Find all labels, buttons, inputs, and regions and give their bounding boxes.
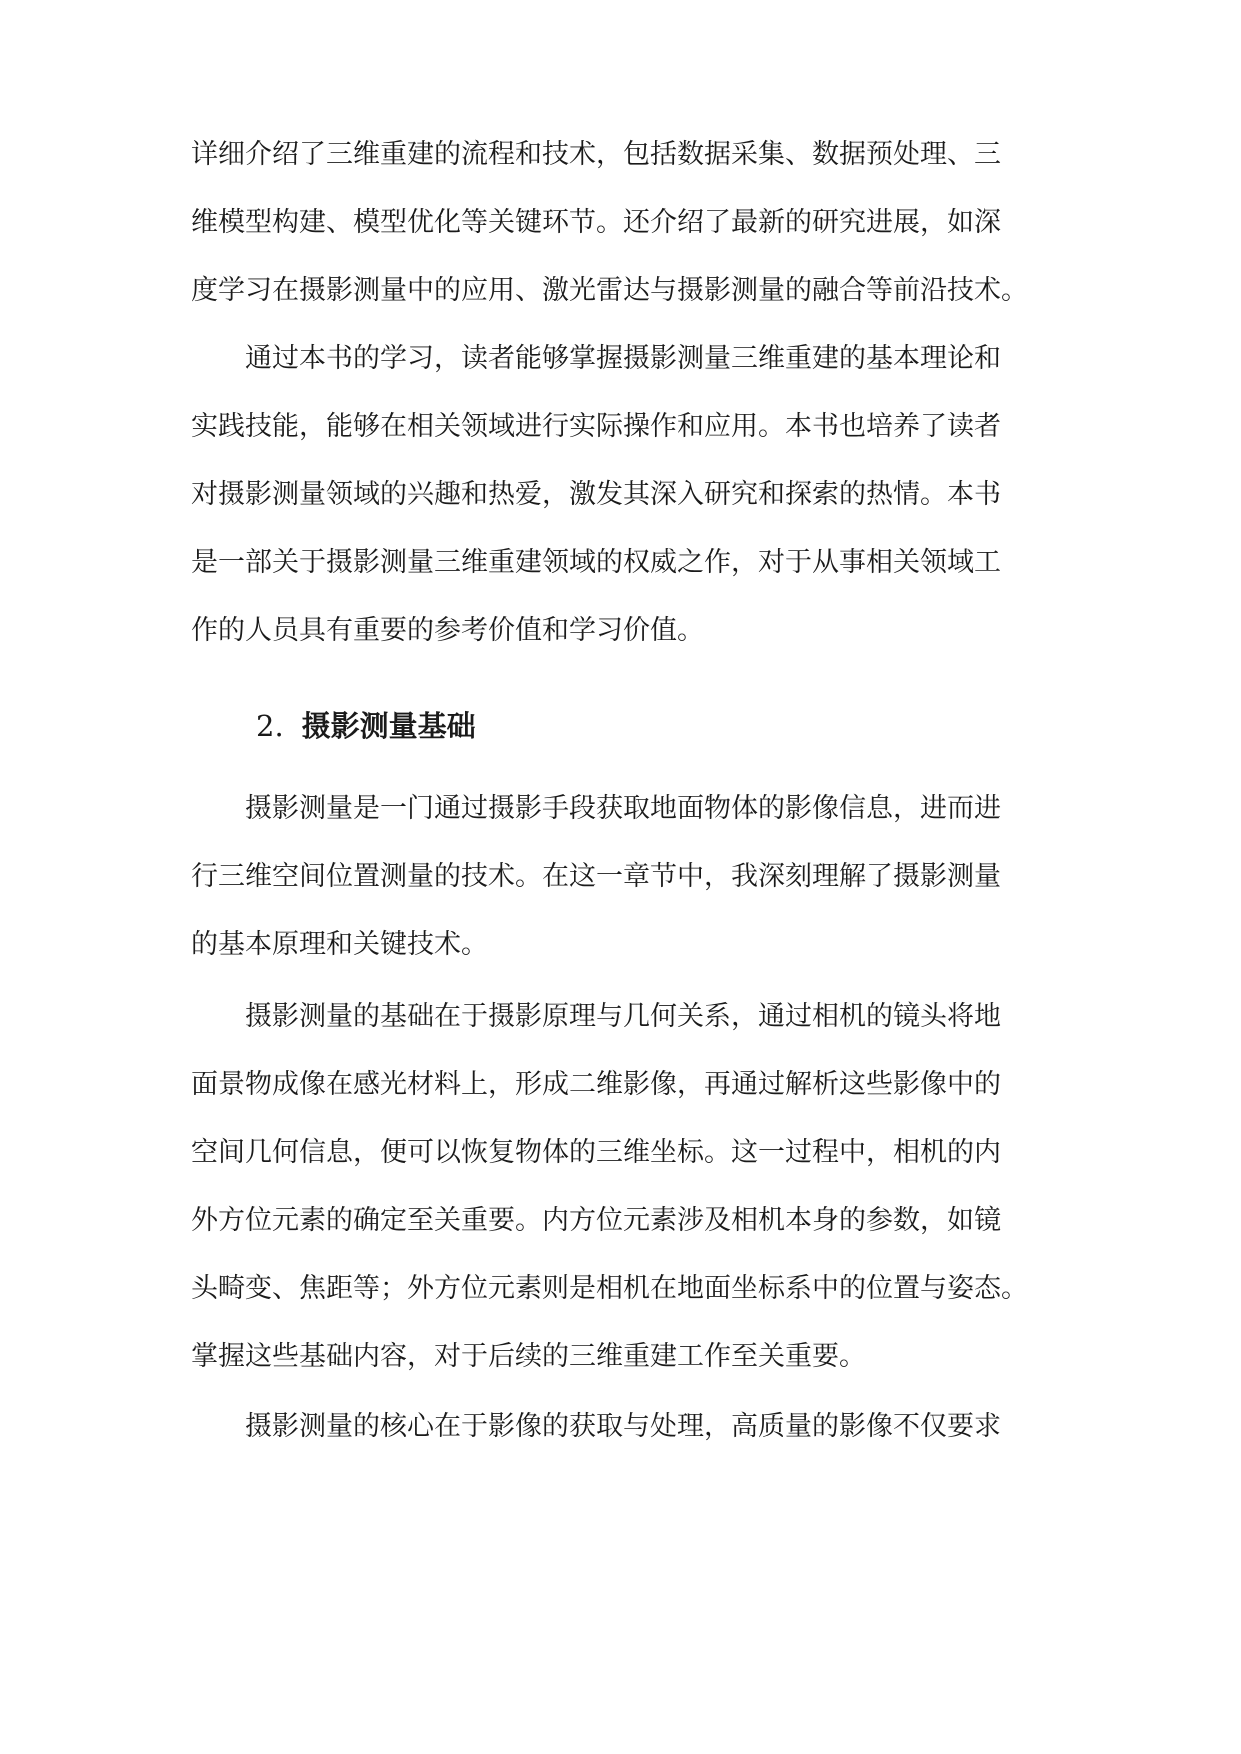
- text-line: 维模型构建、模型优化等关键环节。还介绍了最新的研究进展，如深: [191, 207, 1001, 238]
- section-number: 2.: [256, 709, 284, 743]
- text-line: 摄影测量的基础在于摄影原理与几何关系，通过相机的镜头将地: [245, 1001, 1001, 1032]
- text-line: 行三维空间位置测量的技术。在这一章节中，我深刻理解了摄影测量: [191, 861, 1001, 892]
- section-title: 摄影测量基础: [301, 709, 476, 743]
- text-line: 空间几何信息，便可以恢复物体的三维坐标。这一过程中，相机的内: [191, 1137, 1001, 1168]
- text-line: 作的人员具有重要的参考价值和学习价值。: [191, 615, 704, 646]
- text-line: 度学习在摄影测量中的应用、激光雷达与摄影测量的融合等前沿技术。: [191, 275, 1028, 306]
- text-line: 头畸变、焦距等；外方位元素则是相机在地面坐标系中的位置与姿态。: [191, 1273, 1028, 1304]
- text-line: 对摄影测量领域的兴趣和热爱，激发其深入研究和探索的热情。本书: [191, 479, 1001, 510]
- text-line: 摄影测量是一门通过摄影手段获取地面物体的影像信息，进而进: [245, 793, 1001, 824]
- text-line: 掌握这些基础内容，对于后续的三维重建工作至关重要。: [191, 1341, 866, 1372]
- text-line: 的基本原理和关键技术。: [191, 929, 488, 960]
- text-line: 面景物成像在感光材料上，形成二维影像，再通过解析这些影像中的: [191, 1069, 1001, 1100]
- section-heading: [256, 708, 476, 744]
- text-line: 外方位元素的确定至关重要。内方位元素涉及相机本身的参数，如镜: [191, 1205, 1001, 1236]
- text-line: 是一部关于摄影测量三维重建领域的权威之作，对于从事相关领域工: [191, 547, 1001, 578]
- text-line: 实践技能，能够在相关领域进行实际操作和应用。本书也培养了读者: [191, 411, 1001, 442]
- text-line: 详细介绍了三维重建的流程和技术，包括数据采集、数据预处理、三: [191, 139, 1001, 170]
- text-line: 摄影测量的核心在于影像的获取与处理，高质量的影像不仅要求: [245, 1411, 1001, 1442]
- text-line: 通过本书的学习，读者能够掌握摄影测量三维重建的基本理论和: [245, 343, 1001, 374]
